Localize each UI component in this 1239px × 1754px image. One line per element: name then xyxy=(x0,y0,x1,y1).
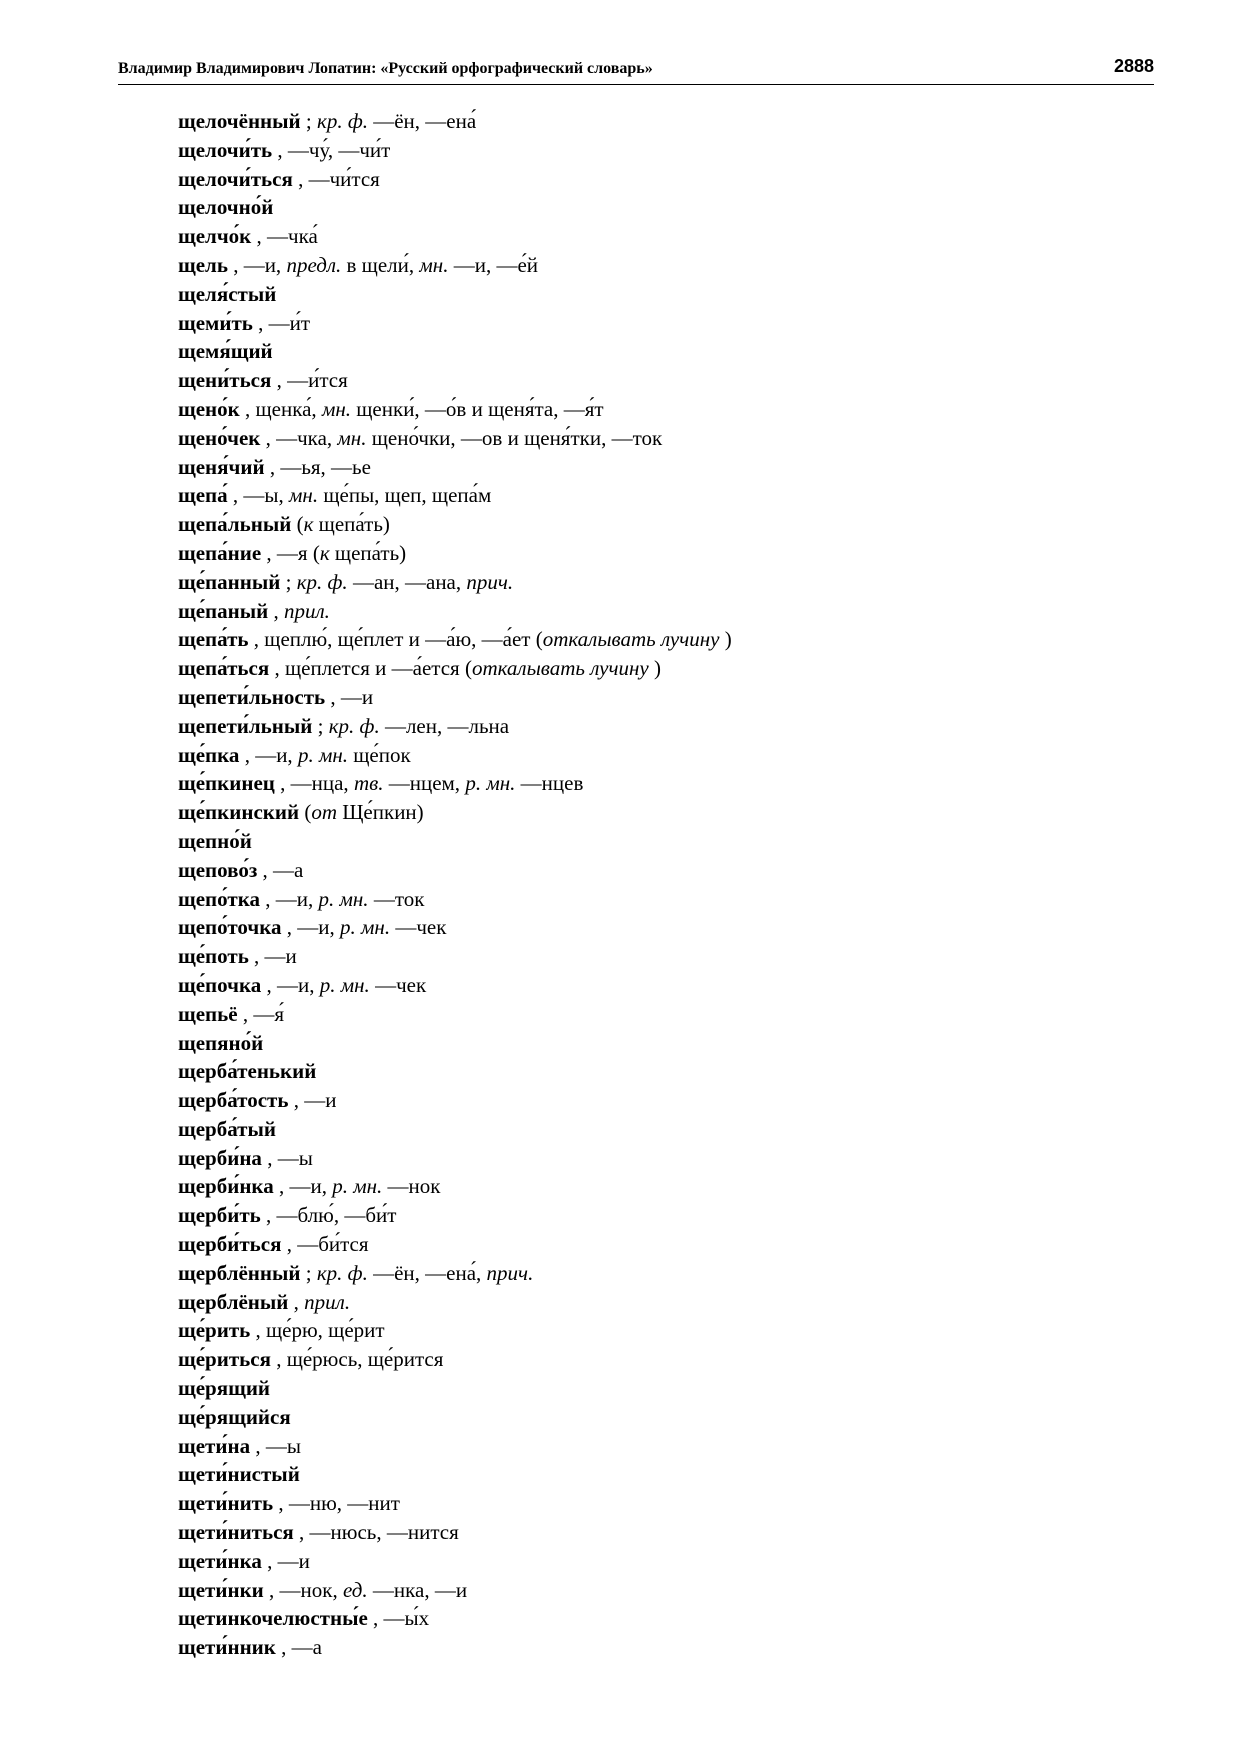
entry-text: Ще́пкин) xyxy=(337,800,424,825)
entry-headword: щелчо́к xyxy=(178,224,252,249)
grammar-label: р. мн. xyxy=(319,972,370,997)
grammar-label: мн. xyxy=(289,483,319,508)
dictionary-entry xyxy=(178,1029,1158,1058)
dictionary-entry xyxy=(178,1000,1158,1029)
entry-text: —ан, —ана, xyxy=(347,569,467,594)
grammar-label: откалывать лучину xyxy=(542,627,720,652)
dictionary-entry xyxy=(178,1604,1158,1633)
entry-text: , —чу́, —чи́т xyxy=(272,137,391,162)
entry-headword: щепьё xyxy=(178,1001,238,1026)
entry-headword: ще́паный xyxy=(178,598,269,623)
entry-headword: щерба́тенький xyxy=(178,1059,317,1084)
entry-text: , —а xyxy=(257,857,304,882)
entry-text: , —и, xyxy=(239,742,298,767)
entry-text: , —ья, —ье xyxy=(264,454,371,479)
entry-text: ; xyxy=(300,1260,317,1285)
dictionary-entry xyxy=(178,1172,1158,1201)
entry-headword: ще́риться xyxy=(178,1347,271,1372)
entry-headword: щелочно́й xyxy=(178,195,274,220)
dictionary-entry xyxy=(178,366,1158,395)
entry-text: , щенка́, xyxy=(239,396,322,421)
entry-text: ; xyxy=(300,109,317,133)
entry-headword: щети́нка xyxy=(178,1548,262,1573)
entry-text: , —би́тся xyxy=(281,1232,369,1257)
grammar-label: прил. xyxy=(284,598,330,623)
entry-headword: щель xyxy=(178,252,228,277)
dictionary-entry xyxy=(178,1201,1158,1230)
dictionary-entry xyxy=(178,251,1158,280)
entry-text: ще́пы, щеп, щепа́м xyxy=(318,483,492,508)
entry-text: , —и́т xyxy=(252,310,311,335)
entry-headword: щерби́ть xyxy=(178,1203,261,1228)
entry-text: , —и, xyxy=(259,886,319,911)
dictionary-entry xyxy=(178,481,1158,510)
dictionary-entry xyxy=(178,885,1158,914)
entry-headword: ще́рящий xyxy=(178,1376,271,1401)
entry-headword: щени́ться xyxy=(178,368,272,393)
grammar-label: откалывать лучину xyxy=(471,656,649,681)
grammar-label: кр. ф. xyxy=(328,713,380,738)
entry-text: , ще́рю, ще́рит xyxy=(250,1318,385,1343)
entry-text: , —и xyxy=(288,1088,337,1113)
dictionary-entry xyxy=(178,568,1158,597)
grammar-label: к xyxy=(303,512,314,537)
dictionary-entry xyxy=(178,712,1158,741)
dictionary-entry xyxy=(178,1633,1158,1662)
page-number: 2888 xyxy=(1113,56,1154,76)
entry-text: —и, —е́й xyxy=(448,252,539,277)
grammar-label: мн. xyxy=(321,396,352,421)
entry-text: —нцев xyxy=(515,771,584,796)
entry-headword: щети́нистый xyxy=(178,1462,300,1487)
entry-text: , —чка́ xyxy=(251,224,318,249)
entry-text: ) xyxy=(719,627,732,652)
grammar-label: р. мн. xyxy=(297,742,349,767)
entry-text: щепа́ть) xyxy=(329,540,407,565)
entry-text: , —и́тся xyxy=(271,368,348,393)
grammar-label: прич. xyxy=(466,569,514,594)
dictionary-entry xyxy=(178,395,1158,424)
dictionary-entry xyxy=(178,625,1158,654)
entry-text: —ток xyxy=(368,886,425,911)
entry-headword: щеня́чий xyxy=(178,454,265,479)
grammar-label: мн. xyxy=(419,252,449,277)
entry-headword: ще́панный xyxy=(178,569,281,594)
entry-text: , —блю́, —би́т xyxy=(260,1203,397,1228)
dictionary-entry xyxy=(178,309,1158,338)
entry-text: , —и, xyxy=(261,972,320,997)
entry-headword: щети́на xyxy=(178,1433,251,1458)
entry-text: , —и, xyxy=(273,1174,333,1199)
entry-text: —чек xyxy=(390,915,447,940)
dictionary-entry xyxy=(178,741,1158,770)
grammar-label: ед. xyxy=(342,1577,368,1602)
entry-text: щено́чки, —ов и щеня́тки, —ток xyxy=(366,425,663,450)
entry-headword: щелочи́ться xyxy=(178,166,293,191)
entry-text: —ён, —ена́, xyxy=(367,1260,487,1285)
entry-headword: ще́пкинский xyxy=(178,800,300,825)
dictionary-entry xyxy=(178,1576,1158,1605)
dictionary-entry xyxy=(178,193,1158,222)
entry-headword: щепяно́й xyxy=(178,1030,264,1055)
entry-text: , —ы́х xyxy=(367,1606,430,1631)
dictionary-entry xyxy=(178,1086,1158,1115)
entry-headword: щепа́ние xyxy=(178,540,262,565)
entry-headword: ще́рить xyxy=(178,1318,251,1343)
entry-text: , —ы xyxy=(250,1433,301,1458)
dictionary-entry xyxy=(178,136,1158,165)
dictionary-entry xyxy=(178,1403,1158,1432)
grammar-label: к xyxy=(319,540,330,565)
entry-headword: щепо́точка xyxy=(178,915,282,940)
entry-text: , —и xyxy=(325,684,374,709)
dictionary-entry xyxy=(178,827,1158,856)
entry-headword: щепа́ться xyxy=(178,656,270,681)
entry-text: , —я́ xyxy=(237,1001,284,1026)
header-title: Владимир Владимирович Лопатин: «Русский орфографический словарь» xyxy=(118,60,653,77)
entry-text: , —ы xyxy=(261,1145,313,1170)
entry-headword: щелочи́ть xyxy=(178,137,273,162)
entry-text: —нок xyxy=(382,1174,441,1199)
dictionary-entry xyxy=(178,1547,1158,1576)
entry-headword: ще́рящийся xyxy=(178,1404,291,1429)
entry-headword: щерба́тость xyxy=(178,1088,289,1113)
entry-text: , —и, xyxy=(227,252,287,277)
entry-headword: щепети́льность xyxy=(178,684,326,709)
entry-headword: щеля́стый xyxy=(178,281,277,306)
dictionary-entry xyxy=(178,1345,1158,1374)
entry-headword: щено́к xyxy=(178,396,240,421)
dictionary-entry xyxy=(178,1144,1158,1173)
entry-headword: ще́почка xyxy=(178,972,262,997)
entry-headword: ще́пкинец xyxy=(178,771,275,796)
grammar-label: от xyxy=(311,800,337,825)
entry-headword: щети́нки xyxy=(178,1577,264,1602)
entry-headword: щети́нить xyxy=(178,1491,274,1516)
entry-text: , —и, xyxy=(281,915,340,940)
entry-headword: щепети́льный xyxy=(178,713,313,738)
dictionary-entry xyxy=(178,424,1158,453)
entry-text: —нка, —и xyxy=(367,1577,468,1602)
dictionary-entry xyxy=(178,1288,1158,1317)
dictionary-entry xyxy=(178,1518,1158,1547)
grammar-label: предл. xyxy=(286,252,342,277)
entry-text: —ён, —ена́ xyxy=(367,109,477,133)
dictionary-entry xyxy=(178,1115,1158,1144)
entry-headword: щерблённый xyxy=(178,1260,301,1285)
entry-headword: щено́чек xyxy=(178,425,261,450)
grammar-label: кр. ф. xyxy=(316,1260,368,1285)
dictionary-entry xyxy=(178,683,1158,712)
grammar-label: р. мн. xyxy=(340,915,391,940)
entry-text: , xyxy=(268,598,284,623)
grammar-label: прил. xyxy=(304,1289,351,1314)
entry-text: ( xyxy=(291,512,304,537)
entry-text: , ще́рюсь, ще́рится xyxy=(270,1347,444,1372)
dictionary-entry xyxy=(178,1374,1158,1403)
entry-text: , —ы, xyxy=(227,483,290,508)
grammar-label: мн. xyxy=(337,425,367,450)
dictionary-entry xyxy=(178,337,1158,366)
entry-text: в щели́, xyxy=(341,252,420,277)
grammar-label: р. мн. xyxy=(332,1174,383,1199)
grammar-label: прич. xyxy=(486,1260,534,1285)
entry-headword: щепно́й xyxy=(178,828,252,853)
dictionary-entry xyxy=(178,280,1158,309)
entry-headword: щепо́тка xyxy=(178,886,260,911)
grammar-label: р. мн. xyxy=(318,886,369,911)
grammar-label: кр. ф. xyxy=(296,569,348,594)
page-header xyxy=(118,56,1154,85)
entry-text: щепа́ть) xyxy=(313,512,390,537)
entry-headword: щерби́ться xyxy=(178,1232,282,1257)
entry-text: , —нца, xyxy=(274,771,354,796)
entry-headword: щети́ниться xyxy=(178,1520,294,1545)
entry-headword: ще́поть xyxy=(178,944,249,969)
entry-headword: щерба́тый xyxy=(178,1116,276,1141)
dictionary-entry xyxy=(178,453,1158,482)
entry-text: щенки́, —о́в и щеня́та, —я́т xyxy=(351,396,604,421)
entry-text: , —а xyxy=(275,1635,322,1660)
entry-text: , —нок, xyxy=(263,1577,343,1602)
grammar-label: кр. ф. xyxy=(317,109,368,133)
dictionary-entry xyxy=(178,913,1158,942)
dictionary-entry xyxy=(178,798,1158,827)
entry-text: , xyxy=(288,1289,305,1314)
dictionary-entry xyxy=(178,165,1158,194)
entry-text: , щеплю́, ще́плет и —а́ю, —а́ет ( xyxy=(248,627,543,652)
entry-text: ( xyxy=(299,800,312,825)
entry-text: ) xyxy=(648,656,661,681)
entry-text: , —и xyxy=(261,1548,310,1573)
dictionary-entry xyxy=(178,1057,1158,1086)
dictionary-entry xyxy=(178,597,1158,626)
entry-headword: щеми́ть xyxy=(178,310,253,335)
dictionary-entry xyxy=(178,1432,1158,1461)
dictionary-entry xyxy=(178,107,1158,136)
entry-headword: щетинкочелюстны́е xyxy=(178,1606,368,1631)
grammar-label: тв. xyxy=(353,771,384,796)
entry-headword: щепа́ xyxy=(178,483,228,508)
entry-text: , —и xyxy=(248,944,297,969)
entry-text: ще́пок xyxy=(348,742,411,767)
dictionary-entry xyxy=(178,1460,1158,1489)
entry-text: ; xyxy=(312,713,329,738)
entry-headword: щелочённый xyxy=(178,109,301,133)
entry-text: , —нюсь, —нится xyxy=(293,1520,459,1545)
dictionary-entry xyxy=(178,942,1158,971)
entry-headword: щерби́на xyxy=(178,1145,262,1170)
dictionary-entry xyxy=(178,769,1158,798)
entry-headword: щепово́з xyxy=(178,857,258,882)
dictionary-entry xyxy=(178,1489,1158,1518)
dictionary-entry xyxy=(178,539,1158,568)
dictionary-entry xyxy=(178,856,1158,885)
grammar-label: р. мн. xyxy=(465,771,516,796)
dictionary-entry xyxy=(178,1316,1158,1345)
dictionary-entry xyxy=(178,510,1158,539)
entry-text: —лен, —льна xyxy=(379,713,510,738)
entry-text: , —чка, xyxy=(260,425,338,450)
dictionary-entry xyxy=(178,222,1158,251)
entry-text: , —чи́тся xyxy=(292,166,380,191)
entry-headword: щепа́льный xyxy=(178,512,292,537)
entry-text: , ще́плется и —а́ется ( xyxy=(269,656,472,681)
entry-headword: ще́пка xyxy=(178,742,240,767)
dictionary-entry xyxy=(178,1259,1158,1288)
entry-headword: щерблёный xyxy=(178,1289,289,1314)
entry-text: ; xyxy=(280,569,297,594)
entry-headword: щерби́нка xyxy=(178,1174,274,1199)
entry-headword: щемя́щий xyxy=(178,339,273,364)
entry-text: —нцем, xyxy=(383,771,466,796)
dictionary-entry xyxy=(178,654,1158,683)
dictionary-entry xyxy=(178,1230,1158,1259)
entry-text: —чек xyxy=(369,972,427,997)
entry-text: , —я ( xyxy=(261,540,320,565)
dictionary-entry xyxy=(178,971,1158,1000)
entry-list xyxy=(178,107,1158,1662)
entry-text: , —ню, —нит xyxy=(273,1491,400,1516)
entry-headword: щети́нник xyxy=(178,1635,276,1660)
entry-headword: щепа́ть xyxy=(178,627,249,652)
